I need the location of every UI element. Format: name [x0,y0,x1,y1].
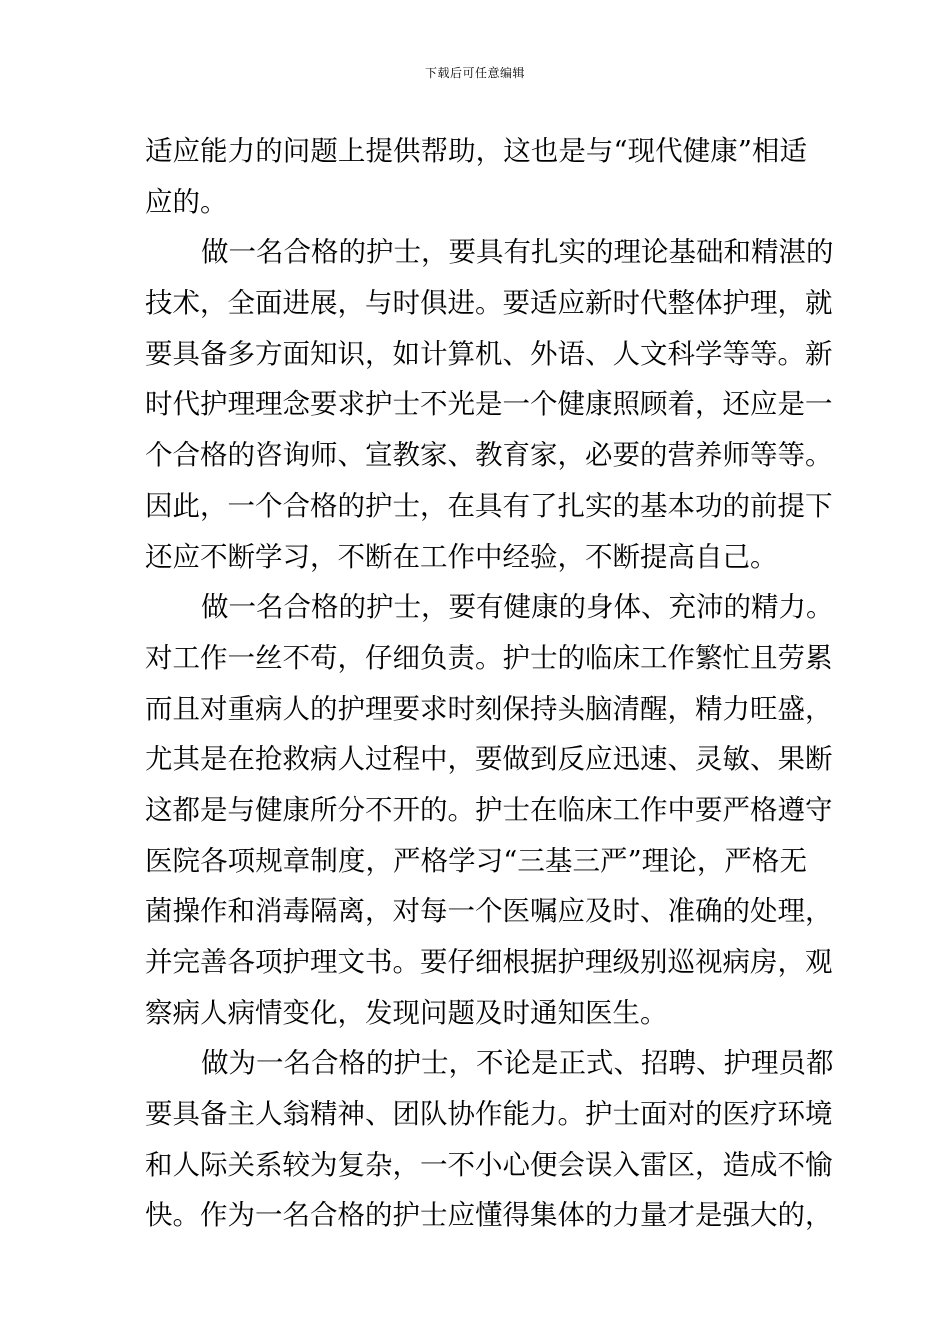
paragraph-first-line: 做一名合格的护士，要有健康的身体、充沛的精力。 [201,591,834,624]
text-line: 应的。 [145,185,228,218]
text-line: 尤其是在抢救病人过程中，要做到反应迅速、灵敏、果断 [145,743,833,776]
text-line: 菌操作和消毒隔离，对每一个医嘱应及时、准确的处理， [145,895,833,928]
text-line: 还应不断学习，不断在工作中经验，不断提高自己。 [145,540,778,573]
text-line: 时代护理理念要求护士不光是一个健康照顾着，还应是一 [145,388,833,421]
text-line: 医院各项规章制度，严格学习“三基三严”理论，严格无 [145,844,807,877]
text-line: 因此，一个合格的护士，在具有了扎实的基本功的前提下 [145,489,833,522]
text-line: 要具备主人翁精神、团队协作能力。护士面对的医疗环境 [145,1098,833,1131]
document-body [145,126,834,1241]
paragraph-first-line: 做为一名合格的护士，不论是正式、招聘、护理员都 [201,1047,834,1080]
text-line: 并完善各项护理文书。要仔细根据护理级别巡视病房，观 [145,946,833,978]
text-line: 这都是与健康所分不开的。护士在临床工作中要严格遵守 [145,793,833,826]
text-line: 对工作一丝不苟，仔细负责。护士的临床工作繁忙且劳累 [145,641,833,674]
text-line: 适应能力的问题上提供帮助，这也是与“现代健康”相适 [145,135,807,167]
text-line: 要具备多方面知识，如计算机、外语、人文科学等等。新 [145,337,833,370]
page-header-note: 下载后可任意编辑 [424,66,525,80]
text-line: 快。作为一名合格的护士应懂得集体的力量才是强大的， [145,1199,833,1232]
text-line: 技术，全面进展，与时俱进。要适应新时代整体护理，就 [145,287,833,320]
text-line: 察病人病情变化，发现问题及时通知医生。 [145,996,668,1029]
text-line: 个合格的咨询师、宣教家、教育家，必要的营养师等等。 [145,439,833,472]
text-line: 和人际关系较为复杂，一不小心便会误入雷区，造成不愉 [145,1148,833,1181]
paragraph-first-line: 做一名合格的护士，要具有扎实的理论基础和精湛的 [201,236,834,269]
text-line: 而且对重病人的护理要求时刻保持头脑清醒，精力旺盛， [145,692,833,725]
